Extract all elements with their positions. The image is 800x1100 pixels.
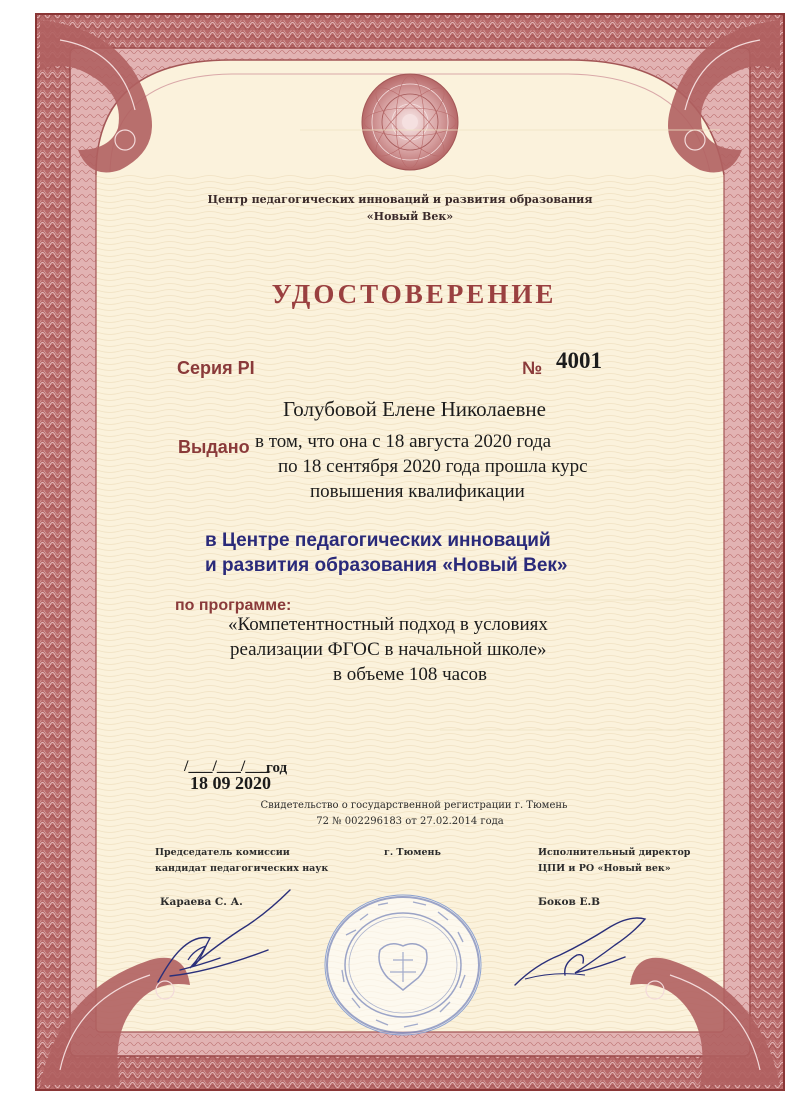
issued-label: Выдано [178, 437, 250, 457]
period-line-2: по 18 сентября 2020 года прошла курс [278, 456, 588, 477]
document-title: УДОСТОВЕРЕНИЕ [271, 279, 557, 309]
official-stamp [318, 890, 488, 1040]
period-line-1: в том, что она с 18 августа 2020 года [255, 431, 552, 452]
left-signature [150, 880, 310, 990]
organization-brand: «Новый Век» [366, 210, 454, 223]
period-line-3: повышения квалификации [310, 481, 525, 502]
series-label: Серия PI [177, 358, 255, 378]
right-signer-name: Боков Е.В [538, 896, 601, 908]
date-slashes: /___/___/___ [184, 758, 270, 775]
certificate-number: 4001 [556, 348, 602, 373]
program-label: по программе: [175, 597, 292, 614]
institution-line-1: в Центре педагогических инноваций [205, 530, 551, 551]
program-line-2: реализации ФГОС в начальной школе» [230, 639, 547, 660]
year-label: год [266, 760, 288, 776]
left-role-line-2: кандидат педагогических наук [155, 863, 329, 874]
issue-date: 18 09 2020 [190, 773, 271, 793]
left-role-line-1: Председатель комиссии [155, 847, 290, 858]
recipient-name: Голубовой Елене Николаевне [283, 397, 546, 421]
right-signature [505, 905, 665, 995]
organization-name: Центр педагогических инноваций и развития образования [207, 193, 593, 206]
right-role-line-1: Исполнительный директор [538, 847, 691, 858]
registration-line-1: Свидетельство о государственной регистрации г. Тюмень [260, 800, 568, 811]
program-line-1: «Компетентностный подход в условиях [228, 614, 548, 635]
institution-line-2: и развития образования «Новый Век» [205, 555, 568, 576]
left-signer-name: Караева С. А. [160, 896, 243, 908]
city-label: г. Тюмень [384, 847, 441, 858]
registration-line-2: 72 № 002296183 от 27.02.2014 года [316, 816, 504, 827]
right-role-line-2: ЦПИ и РО «Новый век» [538, 863, 671, 874]
hours-line: в объеме 108 часов [333, 664, 488, 685]
rosette-emblem [362, 74, 458, 170]
number-label: № [522, 358, 543, 378]
